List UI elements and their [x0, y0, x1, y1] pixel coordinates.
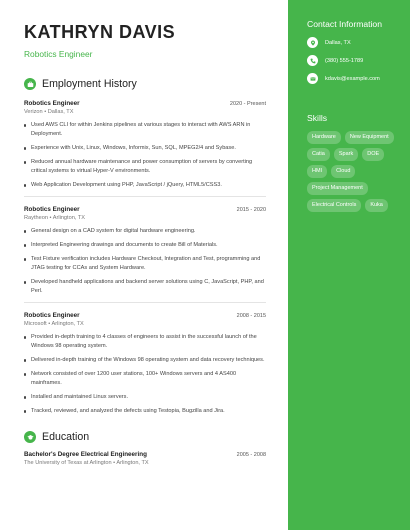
- contact-email[interactable]: [307, 73, 400, 84]
- skill-pill: Hardware: [307, 131, 341, 144]
- briefcase-icon: [24, 78, 36, 90]
- job-bullet: Network consisted of over 1200 user stations, 100+ Windows servers and 4 AS400 mainframes.: [24, 370, 266, 388]
- education-school: The University of Texas at Arlington: [24, 460, 112, 466]
- job-bullets: [24, 227, 266, 296]
- contact-phone-text: (380) 555-1789: [325, 57, 364, 64]
- education-school-location: [24, 460, 266, 466]
- employment-section-title: Employment History: [42, 78, 137, 90]
- contact-title: Contact Information: [307, 19, 382, 29]
- separator-dot: •: [49, 215, 53, 221]
- skill-pill: DOE: [362, 148, 384, 161]
- skill-pill: Electrical Controls: [307, 199, 361, 212]
- contact-phone: [307, 55, 400, 66]
- job-bullet: Tracked, reviewed, and analyzed the defects using Testopia, Bugzilla and Jira.: [24, 407, 266, 416]
- graduation-cap-icon: [24, 431, 36, 443]
- education-dates: 2005 - 2008: [236, 452, 266, 458]
- candidate-title: Robotics Engineer: [24, 49, 93, 59]
- contact-email-text[interactable]: kdavis@example.com: [325, 75, 380, 82]
- job-company: Verizon: [24, 109, 43, 115]
- divider: [24, 196, 266, 197]
- job-bullet: Experience with Unix, Linux, Windows, Informix, Sun, SQL, MPEG2/4 and Sybase.: [24, 144, 266, 153]
- job-company-location: [24, 109, 266, 115]
- education-section-header: [24, 430, 266, 444]
- job-dates: 2008 - 2015: [236, 313, 266, 319]
- job-entry: [24, 100, 266, 197]
- job-bullet: Provided in-depth training to 4 classes of engineers to assist in the successful launch of the Windows 98 operating system.: [24, 333, 266, 351]
- job-bullet: Web Application Development using PHP, JavaScript / jQuery, HTML5/CSS3.: [24, 181, 266, 190]
- resume-sidebar: [288, 0, 410, 530]
- job-company: Raytheon: [24, 215, 48, 221]
- job-company: Microsoft: [24, 321, 47, 327]
- contact-location-text: Dallas, TX: [325, 39, 351, 46]
- job-title: Robotics Engineer: [24, 312, 80, 319]
- job-bullet: Test Fixture verification includes Hardware Checkout, Integration and Test, programming and JTAG testing for CCAs and System Hardware.: [24, 255, 266, 273]
- skill-pill: Spark: [334, 148, 358, 161]
- job-bullet: Interpreted Engineering drawings and documents to create Bill of Materials.: [24, 241, 266, 250]
- job-bullet: General design on a CAD system for digital hardware engineering.: [24, 227, 266, 236]
- skill-pill: Cloud: [331, 165, 355, 178]
- job-bullet: Installed and maintained Linux servers.: [24, 393, 266, 402]
- divider: [24, 302, 266, 303]
- job-location: Arlington, TX: [52, 215, 85, 221]
- job-dates: 2015 - 2020: [236, 207, 266, 213]
- skill-pill: HMI: [307, 165, 327, 178]
- job-company-location: [24, 321, 266, 327]
- separator-dot: •: [113, 460, 117, 466]
- separator-dot: •: [48, 321, 52, 327]
- job-entry: [24, 312, 266, 416]
- skill-pill: Kuka: [365, 199, 388, 212]
- job-title: Robotics Engineer: [24, 100, 80, 107]
- job-entry: [24, 206, 266, 303]
- job-bullet: Reduced annual hardware maintenance and power consumption of servers by converting critical systems to virtual Hyper-V environments.: [24, 158, 266, 176]
- education-entry: [24, 451, 266, 466]
- job-bullets: [24, 333, 266, 416]
- job-bullet: Delivered in-depth training of the Windows 98 operating system and data recovery techniques.: [24, 356, 266, 365]
- job-company-location: [24, 215, 266, 221]
- skill-pill: Project Management: [307, 182, 368, 195]
- skill-pill: New Equipment: [345, 131, 394, 144]
- job-bullet: Used AWS CLI for within Jenkins pipelines at various stages to interact with AWS ARN in Deployment.: [24, 121, 266, 139]
- job-title: Robotics Engineer: [24, 206, 80, 213]
- employment-section-header: [24, 77, 266, 91]
- phone-icon: [307, 55, 318, 66]
- education-degree: Bachelor's Degree Electrical Engineering: [24, 451, 147, 458]
- job-dates: 2020 - Present: [229, 101, 266, 107]
- job-bullet: Developed handheld applications and backend server solutions using C, JavaScript, PHP, and Perl.: [24, 278, 266, 296]
- job-bullets: [24, 121, 266, 190]
- education-location: Arlington, TX: [116, 460, 149, 466]
- skills-list: [307, 131, 400, 216]
- email-icon: [307, 73, 318, 84]
- job-location: Arlington, TX: [51, 321, 84, 327]
- location-pin-icon: [307, 37, 318, 48]
- education-section-title: Education: [42, 431, 90, 443]
- contact-location: [307, 37, 400, 48]
- job-location: Dallas, TX: [47, 109, 74, 115]
- skill-pill: Catia: [307, 148, 330, 161]
- candidate-name: KATHRYN DAVIS: [24, 22, 176, 42]
- skills-title: Skills: [307, 113, 328, 123]
- separator-dot: •: [44, 109, 48, 115]
